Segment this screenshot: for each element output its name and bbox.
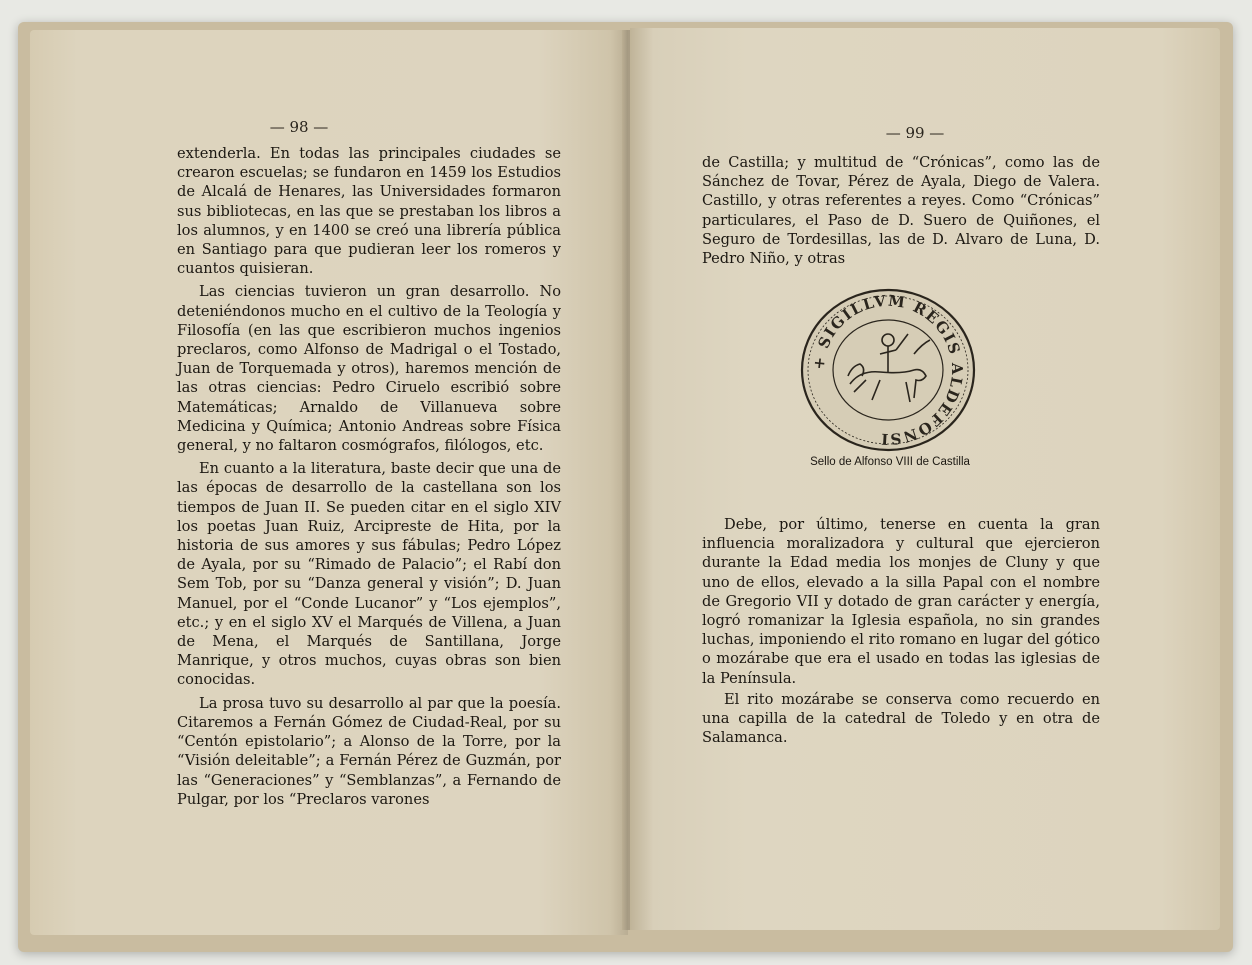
paragraph-3: En cuanto a la literatura, baste decir que una de las épocas de desarrollo de la castellana son los tiempos de Juan II. Se pueden citar en el siglo XIV los poetas Juan Ruiz, Arcipreste de Hita, por la historia de sus amores y sus fábulas; Pedro López de Ayala, por su “Rimado de Palacio”; el Rabí don Sem Tob, por su “Danza general y visión”; D. Juan Manuel, por el “Conde Lucanor” y “Los ejemplos”, etc.; y en el siglo XV el Marqués de Villena, a Juan de Mena, el Marqués de Santillana, Jorge Manrique, y otros muchos, cuyas obras son bien conocidas. <box>177 460 561 689</box>
paragraph-cluny: Debe, por último, tenerse en cuenta la gran influencia moralizadora y cultural que ejercieron durante la Edad media los monjes de Cluny y que uno de ellos, elevado a la silla Papal con el nombre de Gregorio VII y dotado de gran carácter y energía, logró romanizar la Iglesia española, no sin grandes luchas, imponiendo el rito romano en lugar del gótico o mozárabe que era el usado en todas las iglesias de la Península. <box>702 516 1100 687</box>
page-number-99: — 99 — <box>885 124 945 142</box>
paragraph-mozarabe: El rito mozárabe se conserva como recuerdo en una capilla de la catedral de Toledo y en otra de Salamanca. <box>702 690 1100 747</box>
left-page-text <box>177 144 561 809</box>
intro-paragraph: de Castilla; y multitud de “Crónicas”, como las de Sánchez de Tovar, Pérez de Ayala, Diego de Valera. Castillo, y otras referentes a reyes. Como “Crónicas” particulares, el Paso de D. Suero de Quiñones, el Seguro de Tordesillas, las de D. Alvaro de Luna, D. Pedro Niño, y otras <box>702 154 1100 268</box>
right-page-intro <box>702 153 1100 268</box>
left-page <box>30 30 628 935</box>
paragraph-2: Las ciencias tuvieron un gran desarrollo. No deteniéndonos mucho en el cultivo de la Teología y Filosofía (en las que escribieron muchos ingenios preclaros, como Alfonso de Madrigal o el Tostado, Juan de Torquemada y otros), haremos mención de las otras ciencias: Pedro Ciruelo escribió sobre Matemáticas; Arnaldo de Villanueva sobre Medicina y Química; Antonio Andreas sobre Física general, y no faltaron cosmógrafos, filólogos, etc. <box>177 283 561 455</box>
seal-caption: Sello de Alfonso VIII de Castilla <box>810 456 970 468</box>
seal-legend: + SIGILLVM REGIS ALDEFONSI <box>809 291 967 449</box>
seal-illustration <box>788 286 988 454</box>
right-page-text <box>702 515 1100 747</box>
right-page <box>630 28 1220 930</box>
page-number-98: — 98 — <box>269 118 329 136</box>
paragraph-4: La prosa tuvo su desarrollo al par que la poesía. Citaremos a Fernán Gómez de Ciudad-Real, por su “Centón epistolario”; a Alonso de la Torre, por la “Visión deleitable”; a Fernán Pérez de Guzmán, por las “Generaciones” y “Semblanzas”, a Fernando de Pulgar, por los “Preclaros varones <box>177 694 561 808</box>
paragraph-1: extenderla. En todas las principales ciudades se crearon escuelas; se fundaron en 1459 los Estudios de Alcalá de Henares, las Universidades formaron sus bibliotecas, en las que se prestaban los libros a los alumnos, y en 1400 se creó una librería pública en Santiago para que pudieran leer los romeros y cuantos quisieran. <box>177 145 561 278</box>
seal-icon <box>788 286 988 454</box>
